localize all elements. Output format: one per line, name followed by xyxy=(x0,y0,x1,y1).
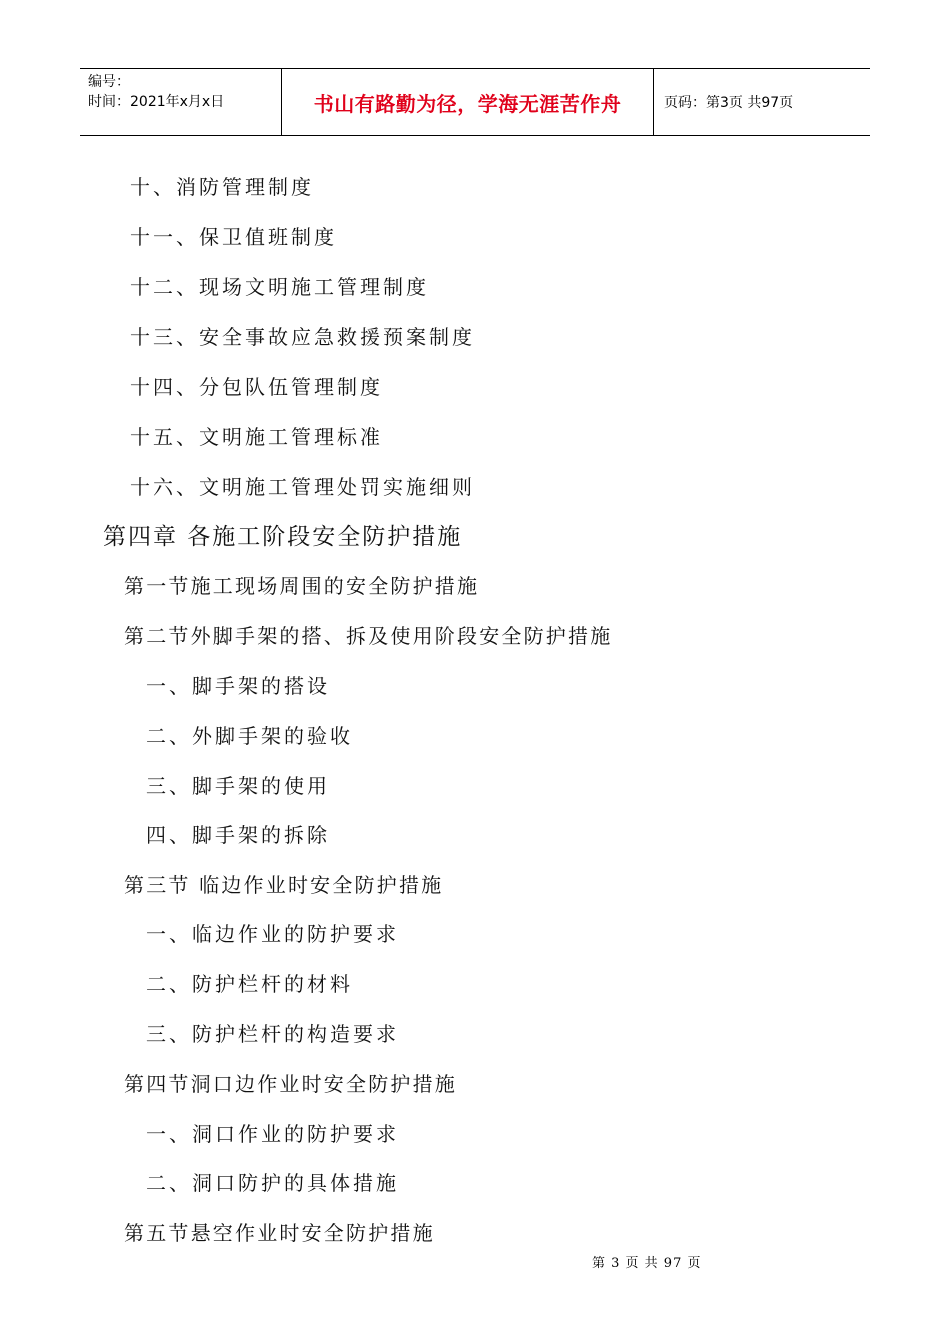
toc-section: 第三节 临边作业时安全防护措施 xyxy=(124,873,444,897)
page-header xyxy=(80,68,870,136)
toc-entry: 二、防护栏杆的材料 xyxy=(146,972,353,996)
toc-entry: 四、脚手架的拆除 xyxy=(146,823,330,847)
toc-chapter-heading: 第四章 各施工阶段安全防护措施 xyxy=(103,524,463,550)
toc-entry: 十二、现场文明施工管理制度 xyxy=(130,275,429,299)
toc-entry: 一、脚手架的搭设 xyxy=(146,674,330,698)
toc-section: 第一节施工现场周围的安全防护措施 xyxy=(124,574,480,598)
toc-entry: 十四、分包队伍管理制度 xyxy=(130,375,383,399)
toc-section: 第四节洞口边作业时安全防护措施 xyxy=(124,1072,457,1096)
toc-entry: 二、外脚手架的验收 xyxy=(146,724,353,748)
toc-section: 第五节悬空作业时安全防护措施 xyxy=(124,1221,435,1245)
page-footer-number: 第 3 页 共 97 页 xyxy=(592,1256,702,1271)
toc-entry: 三、防护栏杆的构造要求 xyxy=(146,1022,399,1046)
doc-number-label: 编号： xyxy=(88,74,130,90)
toc-entry: 三、脚手架的使用 xyxy=(146,774,330,798)
toc-section: 第二节外脚手架的搭、拆及使用阶段安全防护措施 xyxy=(124,624,613,648)
header-page-code: 页码：第3页 共97页 xyxy=(664,95,794,111)
toc-entry: 十三、安全事故应急救援预案制度 xyxy=(130,325,475,349)
toc-entry: 十、消防管理制度 xyxy=(130,175,314,199)
toc-entry: 一、洞口作业的防护要求 xyxy=(146,1122,399,1146)
toc-entry: 一、临边作业的防护要求 xyxy=(146,922,399,946)
toc-entry: 十五、文明施工管理标准 xyxy=(130,425,383,449)
toc-entry: 二、洞口防护的具体措施 xyxy=(146,1171,399,1195)
header-motto: 书山有路勤为径，学海无涯苦作舟 xyxy=(282,69,654,135)
header-meta-cell xyxy=(80,69,282,135)
toc-entry: 十一、保卫值班制度 xyxy=(130,225,337,249)
toc-entry: 十六、文明施工管理处罚实施细则 xyxy=(130,475,475,499)
doc-date: 时间：2021年x月x日 xyxy=(88,94,225,110)
